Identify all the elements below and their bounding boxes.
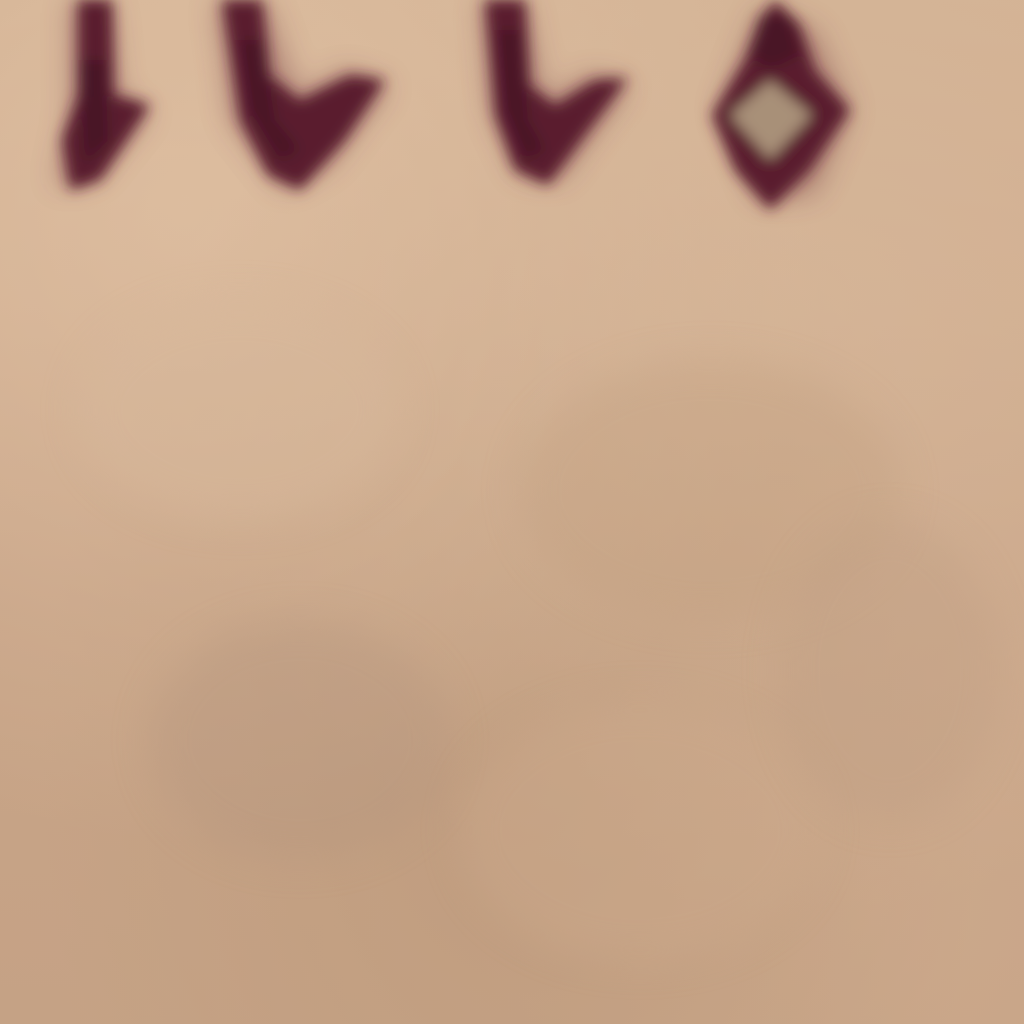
tattoo-stroke-2 (222, 0, 385, 190)
tattoo-stroke-3 (485, 0, 628, 185)
skin-texture (80, 300, 400, 520)
tattoo-diamond-motif (712, 0, 850, 210)
skin-texture (460, 700, 820, 960)
skin-texture (150, 620, 450, 860)
skin-texture (780, 520, 1000, 820)
tattoo-stroke-1 (62, 0, 150, 190)
ink-halo (55, 0, 850, 200)
